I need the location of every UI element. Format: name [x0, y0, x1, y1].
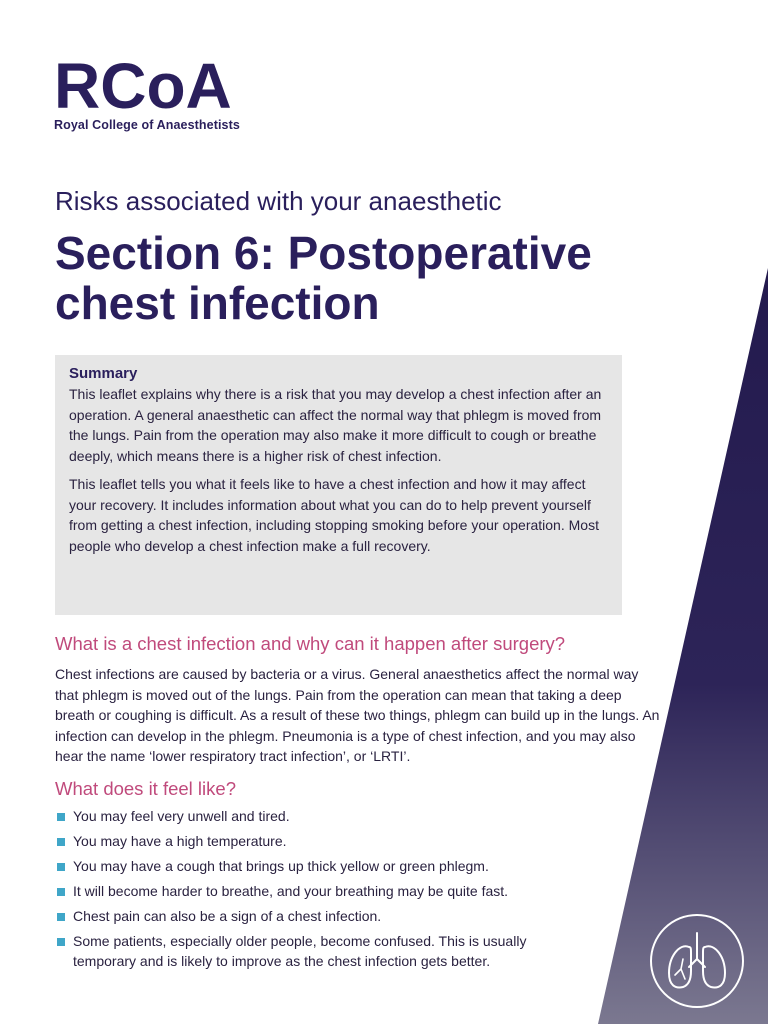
- list-item-text: You may have a high temperature.: [73, 833, 287, 849]
- square-bullet-icon: [57, 938, 65, 946]
- section-heading-feel-like: What does it feel like?: [55, 778, 236, 799]
- list-item-text: You may feel very unwell and tired.: [73, 808, 290, 824]
- logo-text: RCoA: [54, 50, 232, 112]
- list-item-text: It will become harder to breathe, and your breathing may be quite fast.: [73, 883, 509, 899]
- summary-heading: Summary: [69, 365, 138, 382]
- list-item-text: Some patients, especially older people, become confused. This is usually temporary and is likely to improve as the chest infection gets better.: [73, 933, 527, 969]
- page-subtitle: Risks associated with your anaesthetic: [55, 186, 502, 216]
- symptom-list: [55, 806, 575, 976]
- summary-box: [55, 355, 622, 615]
- square-bullet-icon: [57, 913, 65, 921]
- rcoa-logo-mark: [54, 50, 246, 112]
- summary-paragraph: This leaflet tells you what it feels like to have a chest infection and how it may affect your recovery. It includes information about what you can do to help prevent yourself from getting a chest infection, including stopping smoking before your operation. Most people who develop a chest infection make a full recovery.: [69, 476, 599, 554]
- section-body-what-is: Chest infections are caused by bacteria or a virus. General anaesthetics affect the normal way that phlegm is moved out of the lungs. Pain from the operation can mean that taking a deep breath or coughing is difficult. As a result of these two things, phlegm can build up in the lungs. An infection can develop in the phlegm. Pneumonia is a type of chest infection, and you may also hear the name ‘lower respiratory tract infection’, or ‘LRTI’.: [55, 666, 660, 764]
- rcoa-logo: [54, 50, 246, 132]
- square-bullet-icon: [57, 888, 65, 896]
- section-heading-what-is: What is a chest infection and why can it happen after surgery?: [55, 633, 566, 654]
- list-item: [55, 881, 575, 901]
- college-name: Royal College of Anaesthetists: [54, 118, 240, 132]
- list-item-text: You may have a cough that brings up thick yellow or green phlegm.: [73, 858, 489, 874]
- list-item-text: Chest pain can also be a sign of a chest infection.: [73, 908, 382, 924]
- list-item: [55, 906, 575, 926]
- list-item: [55, 831, 575, 851]
- square-bullet-icon: [57, 863, 65, 871]
- page-title: Section 6: Postoperative chest infection: [55, 227, 592, 329]
- summary-paragraph: This leaflet explains why there is a risk that you may develop a chest infection after an operation. A general anaesthetic can affect the normal way that phlegm is moved from the lungs. Pain from the operation may also make it more difficult to cough or breathe deeply, which means there is a higher risk of chest infection.: [69, 386, 602, 464]
- lungs-icon: [649, 913, 745, 1009]
- square-bullet-icon: [57, 813, 65, 821]
- square-bullet-icon: [57, 838, 65, 846]
- list-item: [55, 856, 575, 876]
- list-item: [55, 806, 575, 826]
- list-item: [55, 931, 575, 971]
